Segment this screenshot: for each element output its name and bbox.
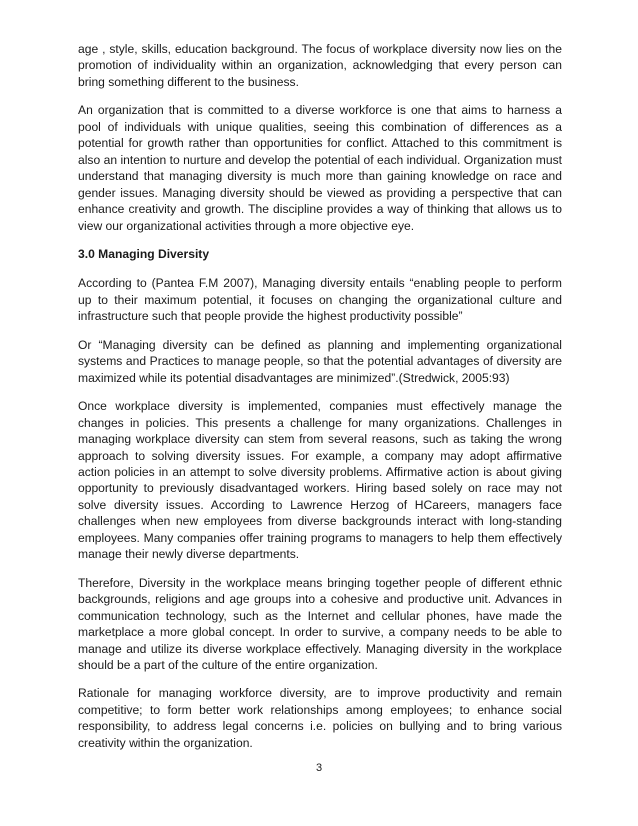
- paragraph-rationale: Rationale for managing workforce diversity, are to improve productivity and remain competitive; to form better work relationships among employees; to enhance social responsibility, to address legal concerns i.e. policies on bullying and to bring various creativity within the organization.: [78, 686, 562, 750]
- page-number: 3: [315, 762, 323, 774]
- paragraph-intro-2: An organization that is committed to a diverse workforce is one that aims to harness a pool of individuals with unique qualities, seeing this combination of differences as a potential for growth rather than opportunities for conflict. Attached to this commitment is also an intention to nurture and develop the potential of each individual. Organization must understand that managing diversity is much more than gaining knowledge on race and gender issues. Managing diversity should be viewed as providing a perspective that can enhance creativity and growth. The discipline provides a way of thinking that allows us to view our organizational activities through a more objective eye.: [78, 103, 562, 233]
- document-page: [78, 41, 562, 763]
- paragraph-definition-stredwick: Or “Managing diversity can be defined as planning and implementing organizational systems and Practices to manage people, so that the potential advantages of diversity are maximized while its potential disadvantages are minimized”.(Stredwick, 2005:93): [78, 337, 562, 385]
- paragraph-definition-pantea: According to (Pantea F.M 2007), Managing diversity entails “enabling people to perform up to their maximum potential, it focuses on changing the organizational culture and infrastructure such that people provide the highest productivity possible”: [78, 276, 562, 324]
- section-heading: 3.0 Managing Diversity: [78, 246, 210, 261]
- paragraph-challenges: Once workplace diversity is implemented, companies must effectively manage the changes in policies. This presents a challenge for many organizations. Challenges in managing workplace diversity can stem from several reasons, such as taking the wrong approach to solving diversity issues. For example, a company may adopt affirmative action policies in an attempt to solve diversity problems. Affirmative action is about giving opportunity to previously disadvantaged workers. Hiring based solely on race may not solve diversity issues. According to Lawrence Herzog of HCareers, managers face challenges when new employees from diverse backgrounds interact with long-standing employees. Many companies offer training programs to managers to help them effectively manage their newly diverse departments.: [78, 399, 562, 562]
- paragraph-intro-1: age , style, skills, education background. The focus of workplace diversity now lies on the promotion of individuality within an organization, acknowledging that every person can bring something different to the business.: [78, 42, 562, 89]
- paragraph-therefore: Therefore, Diversity in the workplace means bringing together people of different ethnic backgrounds, religions and age groups into a cohesive and productive unit. Advances in communication technology, such as the Internet and cellular phones, have made the marketplace a more global concept. In order to survive, a company needs to be able to manage and utilize its diverse workplace effectively. Managing diversity in the workplace should be a part of the culture of the entire organization.: [78, 575, 562, 672]
